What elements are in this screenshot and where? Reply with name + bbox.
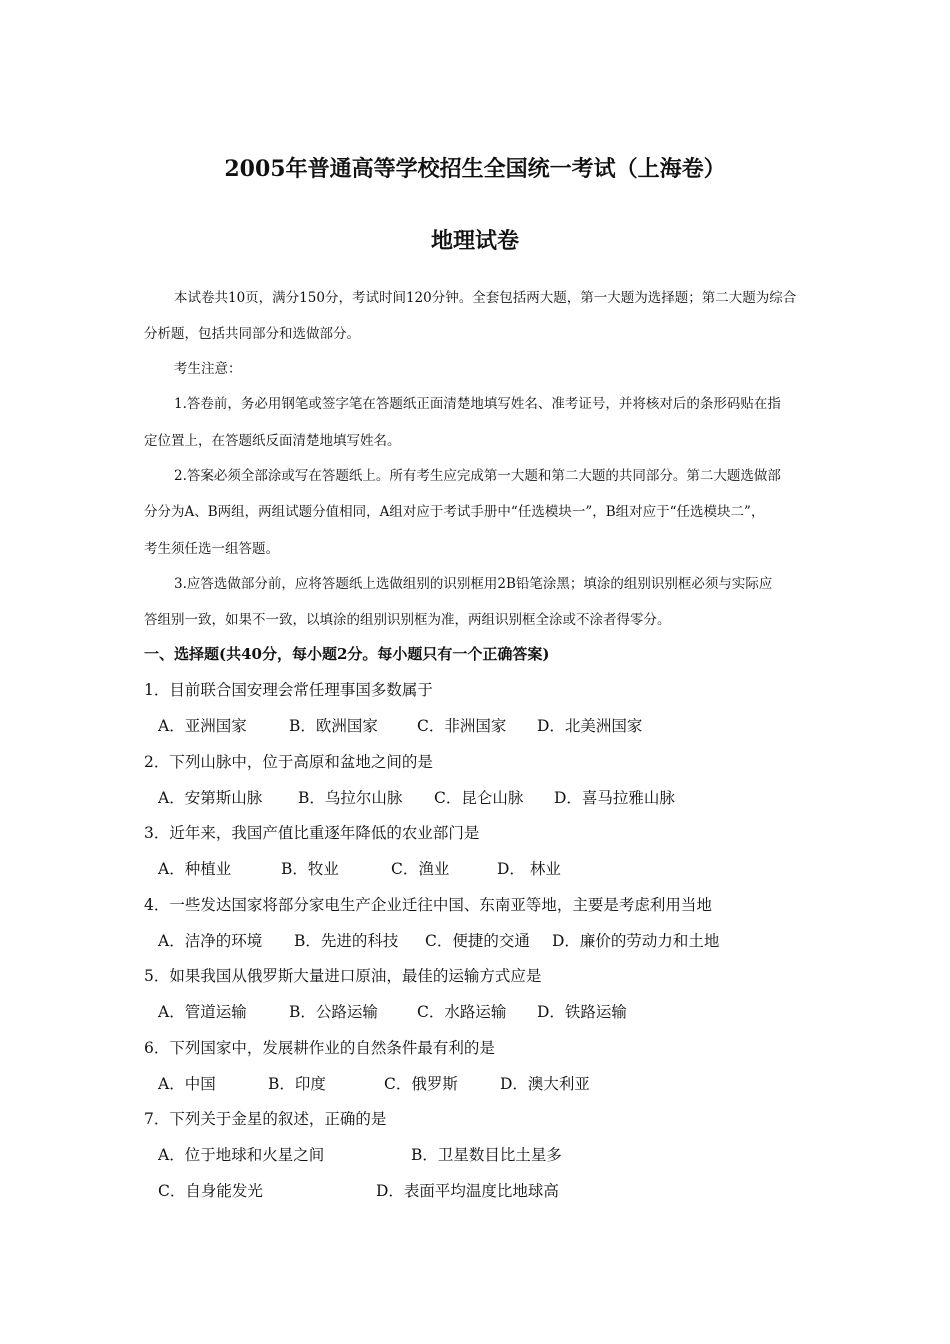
option-a: A．位于地球和火星之间 <box>158 1146 325 1164</box>
option-c: C．非洲国家 <box>417 717 507 735</box>
option-a: A．种植业 <box>158 860 232 878</box>
option-d: D．澳大利亚 <box>500 1075 590 1093</box>
notice-line: 2.答案必须全部涂或写在答题纸上。所有考生应完成第一大题和第二大题的共同部分。第二大题选做部 <box>174 468 781 484</box>
question-stem: 3．近年来，我国产值比重逐年降低的农业部门是 <box>144 824 480 842</box>
intro-line: 分析题，包括共同部分和选做部分。 <box>144 326 360 342</box>
option-b: B．印度 <box>268 1075 326 1093</box>
option-b: B．公路运输 <box>289 1003 378 1021</box>
question-stem: 6．下列国家中，发展耕作业的自然条件最有利的是 <box>144 1039 495 1057</box>
option-c: C．俄罗斯 <box>384 1075 458 1093</box>
question-stem: 5．如果我国从俄罗斯大量进口原油，最佳的运输方式应是 <box>144 967 542 985</box>
notice-line: 1.答卷前，务必用钢笔或签字笔在答题纸正面清楚地填写姓名、准考证号，并将核对后的条形码贴在指 <box>174 396 781 412</box>
question-stem: 7．下列关于金星的叙述，正确的是 <box>144 1110 387 1128</box>
option-d: D．北美洲国家 <box>537 717 643 735</box>
notice-line: 分分为A、B两组，两组试题分值相同，A组对应于考试手册中“任选模块一”，B组对应于“任选模块二”， <box>144 504 765 520</box>
option-b: B．牧业 <box>281 860 339 878</box>
option-c: C．渔业 <box>391 860 450 878</box>
option-a: A．管道运输 <box>158 1003 247 1021</box>
notice-line: 考生须任选一组答题。 <box>144 541 279 557</box>
option-d: D．铁路运输 <box>537 1003 627 1021</box>
option-a: A．洁净的环境 <box>158 932 263 950</box>
option-b: B．先进的科技 <box>294 932 399 950</box>
question-stem: 1．目前联合国安理会常任理事国多数属于 <box>144 681 433 699</box>
option-c: C．自身能发光 <box>158 1182 263 1200</box>
notice-line: 答组别一致，如果不一致，以填涂的组别识别框为准，两组识别框全涂或不涂者得零分。 <box>144 612 671 628</box>
notice-line: 定位置上，在答题纸反面清楚地填写姓名。 <box>144 433 401 449</box>
option-c: C．昆仑山脉 <box>434 789 524 807</box>
option-b: B．欧洲国家 <box>289 717 378 735</box>
question-stem: 4．一些发达国家将部分家电生产企业迁往中国、东南亚等地，主要是考虑利用当地 <box>144 896 712 914</box>
option-c: C．水路运输 <box>417 1003 507 1021</box>
option-d: D．廉价的劳动力和土地 <box>552 932 720 950</box>
option-d: D．表面平均温度比地球高 <box>376 1182 559 1200</box>
option-c: C．便捷的交通 <box>425 932 530 950</box>
notice-title: 考生注意： <box>174 361 242 377</box>
option-b: B．乌拉尔山脉 <box>298 789 403 807</box>
intro-line: 本试卷共10页，满分150分，考试时间120分钟。全套包括两大题，第一大题为选择题；第二大题为综合 <box>174 290 797 306</box>
exam-subtitle: 地理试卷 <box>430 228 519 254</box>
section-heading: 一、选择题(共40分，每小题2分。每小题只有一个正确答案) <box>144 645 550 663</box>
option-d: D．喜马拉雅山脉 <box>554 789 675 807</box>
option-a: A．亚洲国家 <box>158 717 247 735</box>
question-stem: 2．下列山脉中，位于高原和盆地之间的是 <box>144 753 433 771</box>
notice-line: 3.应答选做部分前，应将答题纸上选做组别的识别框用2B铅笔涂黑；填涂的组别识别框必须与实际应 <box>174 576 773 592</box>
option-a: A．中国 <box>158 1075 216 1093</box>
option-b: B．卫星数目比土星多 <box>411 1146 562 1164</box>
exam-title: 2005年普通高等学校招生全国统一考试（上海卷） <box>224 156 726 182</box>
option-d: D． 林业 <box>497 860 561 878</box>
option-a: A．安第斯山脉 <box>158 789 263 807</box>
